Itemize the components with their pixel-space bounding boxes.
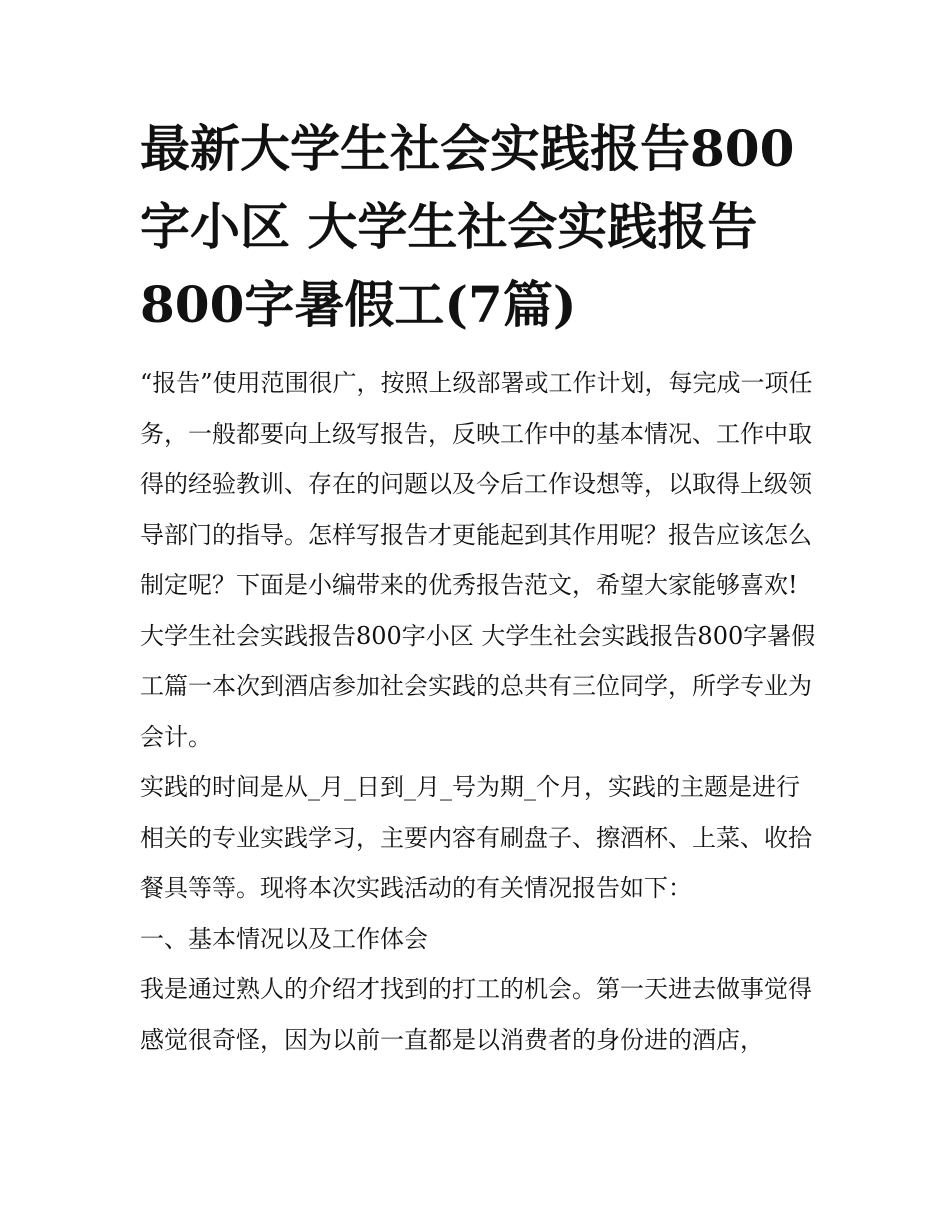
section-heading-basic-situation: 一、基本情况以及工作体会 xyxy=(140,924,428,953)
paragraph-intro: “报告”使用范围很广，按照上级部署或工作计划，每完成一项任务，一般都要向上级写报告，反映工作中的基本情况、工作中取得的经验教训、存在的问题以及今后工作设想等，以取得上级领导部门的指导。怎样写报告才更能起到其作用呢？报告应该怎么制定呢？下面是小编带来的优秀报告范文，希望大家能够喜欢! xyxy=(140,369,813,599)
paragraph-work-experience: 我是通过熟人的介绍才找到的打工的机会。第一天进去做事觉得感觉很奇怪，因为以前一直都是以消费者的身份进的酒店， xyxy=(140,975,812,1054)
document-title: 最新大学生社会实践报告800字小区 大学生社会实践报告800字暑假工(7篇) xyxy=(140,119,795,334)
document-body xyxy=(140,358,820,1065)
document-content xyxy=(140,110,820,1065)
paragraph-practice-time: 实践的时间是从_月_日到_月_号为期_个月，实践的主题是进行相关的专业实践学习，主要内容有刷盘子、擦酒杯、上菜、收拾餐具等等。现将本次实践活动的有关情况报告如下： xyxy=(140,773,812,902)
paragraph-article-one: 大学生社会实践报告800字小区 大学生社会实践报告800字暑假工篇一本次到酒店参加社会实践的总共有三位同学，所学专业为会计。 xyxy=(140,621,816,751)
